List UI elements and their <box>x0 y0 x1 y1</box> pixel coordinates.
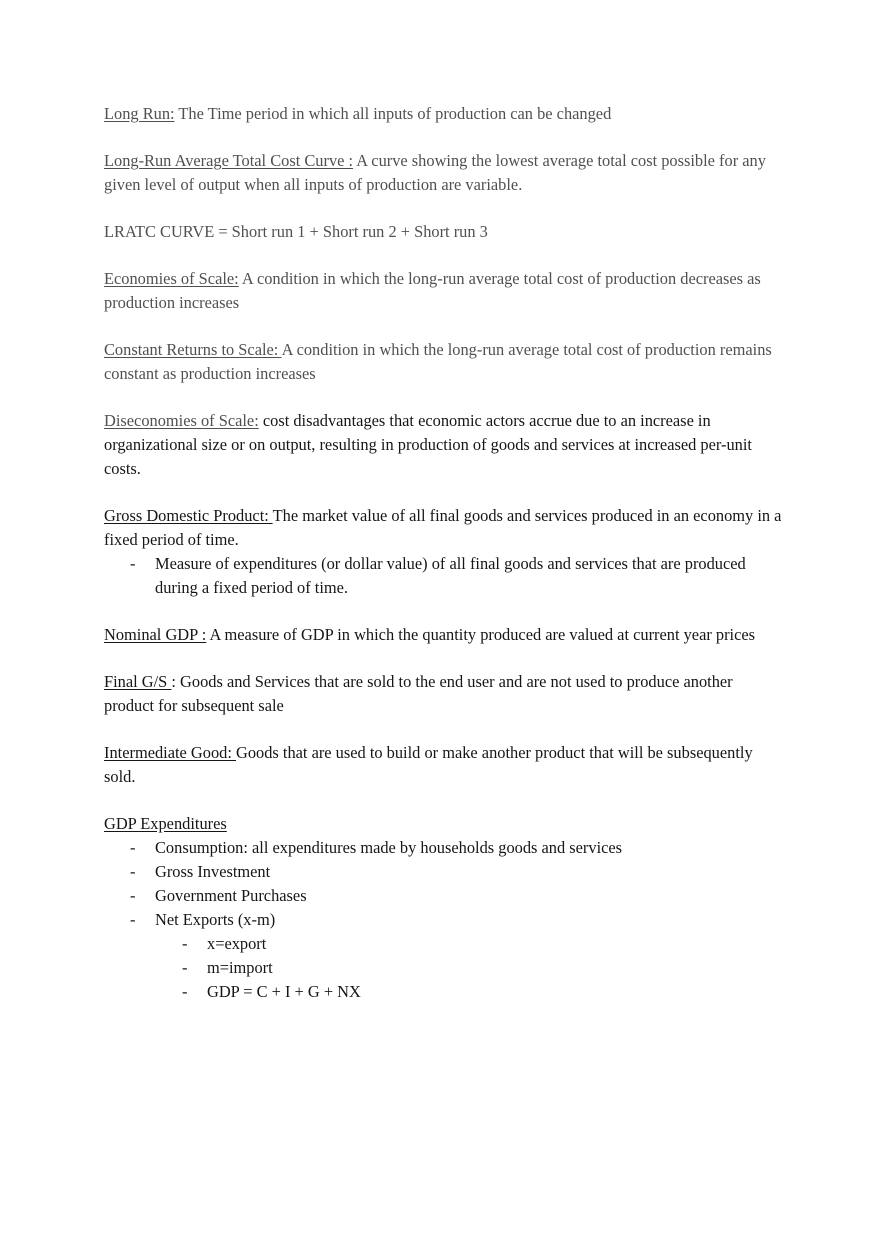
definition-gdp: The market value of all final goods and services produced in an economy in a fixed period of time. <box>104 506 782 549</box>
bullet-dash: - <box>130 554 136 573</box>
entry-economies-of-scale <box>104 267 784 315</box>
term-diseconomies-of-scale: Diseconomies of Scale: <box>104 411 259 430</box>
entry-constant-returns <box>104 338 784 386</box>
term-final-gs: Final G/S <box>104 672 172 691</box>
entry-intermediate-good <box>104 741 784 789</box>
expenditure-item-text: Government Purchases <box>155 886 307 905</box>
expenditure-subitem <box>104 932 784 956</box>
entry-long-run <box>104 102 784 126</box>
term-intermediate-good: Intermediate Good: <box>104 743 236 762</box>
expenditure-subitem <box>104 980 784 1004</box>
definition-nominal-gdp: A measure of GDP in which the quantity produced are valued at current year prices <box>206 625 756 644</box>
definition-lratc-curve: A curve showing the lowest average total cost possible for any given level of output when all inputs of production are variable. <box>104 151 766 194</box>
definition-long-run: The Time period in which all inputs of production can be changed <box>174 104 612 123</box>
definition-economies-of-scale: A condition in which the long-run average total cost of production decreases as production increases <box>104 269 761 312</box>
lratc-formula: LRATC CURVE = Short run 1 + Short run 2 + Short run 3 <box>104 222 488 241</box>
expenditure-subitem <box>104 956 784 980</box>
term-long-run: Long Run: <box>104 104 175 123</box>
gdp-bullet <box>104 552 784 600</box>
gdp-expenditures-heading <box>104 812 784 836</box>
expenditure-item <box>104 860 784 884</box>
bullet-dash: - <box>182 958 188 977</box>
expenditure-subitem-text: x=export <box>207 934 267 953</box>
term-lratc-curve: Long-Run Average Total Cost Curve : <box>104 151 354 170</box>
entry-final-gs <box>104 670 784 718</box>
expenditure-item-text: Net Exports (x-m) <box>155 910 276 929</box>
term-gdp-expenditures: GDP Expenditures <box>104 814 227 833</box>
expenditure-subitem-text: m=import <box>207 958 273 977</box>
document-page <box>104 102 784 1004</box>
entry-nominal-gdp <box>104 623 784 647</box>
term-constant-returns: Constant Returns to Scale: <box>104 340 282 359</box>
term-nominal-gdp: Nominal GDP : <box>104 625 207 644</box>
definition-final-gs: : Goods and Services that are sold to the end user and are not used to produce another product for subsequent sale <box>104 672 733 715</box>
bullet-dash: - <box>130 910 136 929</box>
gdp-bullet-text: Measure of expenditures (or dollar value) of all final goods and services that are produced during a fixed period of time. <box>155 554 746 597</box>
entry-diseconomies-of-scale <box>104 409 784 481</box>
expenditure-subitem-text: GDP = C + I + G + NX <box>207 982 361 1001</box>
expenditure-item <box>104 884 784 908</box>
expenditure-item-text: Gross Investment <box>155 862 271 881</box>
definition-intermediate-good: Goods that are used to build or make another product that will be subsequently sold. <box>104 743 753 786</box>
bullet-dash: - <box>130 886 136 905</box>
definition-diseconomies-of-scale: cost disadvantages that economic actors accrue due to an increase in organizational size or on output, resulting in production of goods and services at increased per-unit costs. <box>104 411 752 478</box>
bullet-dash: - <box>130 862 136 881</box>
bullet-dash: - <box>130 838 136 857</box>
bullet-dash: - <box>182 982 188 1001</box>
entry-lratc-curve <box>104 149 784 197</box>
term-economies-of-scale: Economies of Scale: <box>104 269 239 288</box>
definition-constant-returns: A condition in which the long-run average total cost of production remains constant as production increases <box>104 340 772 383</box>
expenditure-item <box>104 836 784 860</box>
term-gdp: Gross Domestic Product: <box>104 506 273 525</box>
expenditure-item <box>104 908 784 932</box>
bullet-dash: - <box>182 934 188 953</box>
expenditure-item-text: Consumption: all expenditures made by households goods and services <box>155 838 623 857</box>
entry-gdp <box>104 504 784 552</box>
